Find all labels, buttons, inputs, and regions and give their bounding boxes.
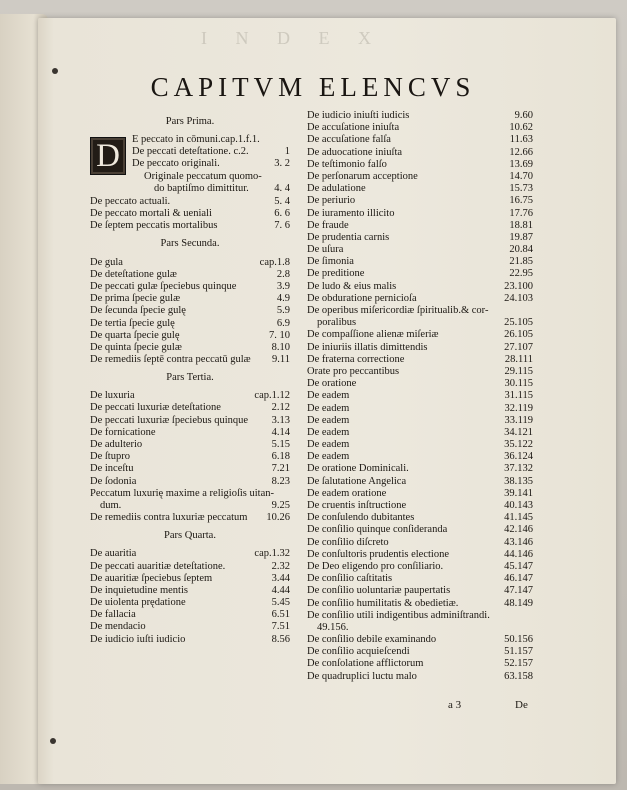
index-entry: De ſecunda ſpecie gulę 5.9	[90, 305, 290, 317]
index-entry: De ludo & eius malis 23.100	[307, 280, 533, 292]
index-entry: De conſilio caſtitatis 46.147	[307, 573, 533, 585]
index-entry: De fallacia 6.51	[90, 609, 290, 621]
index-entry: De fraterna correctione 28.111	[307, 353, 533, 365]
index-entry: De remediis contra luxuriæ peccatum 10.26	[90, 512, 290, 524]
index-entry: De inceſtu 7.21	[90, 463, 290, 475]
index-entry: De inquietudine mentis 4.44	[90, 584, 290, 596]
index-entry: De operibus miſericordiæ ſpiritualib.& cor- poralibus 25.105	[307, 305, 533, 329]
index-entry: De fornicatione 4.14	[90, 426, 290, 438]
index-entry: E peccato in cōmuni.cap.1.f.1.	[132, 134, 260, 145]
index-entry: De ſimonia 21.85	[307, 256, 533, 268]
index-entry: De conſolatione afflictorum 52.157	[307, 658, 533, 670]
index-entry: Orate pro peccantibus 29.115	[307, 365, 533, 377]
section-heading: Pars Secunda.	[160, 238, 220, 250]
index-entry: De eadem 34.121	[307, 426, 533, 438]
index-entry: De compaſſione alienæ miſeriæ 26.105	[307, 329, 533, 341]
index-entry: De luxuria cap.1.12	[90, 390, 290, 402]
index-entry: Peccatum luxurię maxime a religioſis uitan- dum. 9.25	[90, 487, 290, 511]
index-entry: De prudentia carnis 19.87	[307, 231, 533, 243]
index-entry: De ſtupro 6.18	[90, 451, 290, 463]
index-entry: De remediis ſeptē contra peccatū gulæ 9.11	[90, 354, 290, 366]
index-entry: De adulterio 5.15	[90, 439, 290, 450]
index-entry: De quinta ſpecie gulæ 8.10	[90, 341, 290, 353]
index-entry: De periurio 16.75	[307, 195, 533, 207]
binding-hole	[52, 68, 58, 74]
index-entry: De conſilio utili indigentibus adminiſtrandi. 49.156.	[307, 609, 490, 633]
index-entry: Originale peccatum quomo-	[144, 170, 262, 182]
index-entry: De deteſtatione gulæ 2.8	[90, 268, 290, 280]
index-entry: De auaritiæ ſpeciebus ſeptem 3.44	[90, 572, 290, 584]
index-entry: De uiolenta prędatione 5.45	[90, 597, 290, 609]
index-entry: De adulatione 15.73	[307, 183, 533, 195]
index-entry: De conſilio quinque conſideranda 42.146	[307, 524, 533, 536]
drop-cap-block	[90, 134, 290, 196]
index-entry: do baptiſmo dimittitur. 4. 4	[154, 182, 290, 194]
index-entry: De iudicio iuſti iudicio 8.56	[90, 633, 290, 645]
section-heading: Pars Prima.	[165, 115, 215, 127]
index-entry: De eadem 36.124	[307, 451, 533, 463]
index-entry: De iniuriis illatis dimittendis 27.107	[307, 341, 533, 353]
index-entry: De Deo eligendo pro conſiliario. 45.147	[307, 560, 533, 572]
index-entry: De conſultoris prudentis electione 44.146	[307, 548, 533, 560]
index-entry: De conſilio uoluntariæ paupertatis 47.147	[307, 585, 533, 597]
index-entry: De oratione 30.115	[307, 378, 533, 390]
index-entry: De conſilio diſcreto 43.146	[307, 536, 533, 548]
index-entry: De accuſatione iniuſta 10.62	[307, 122, 533, 134]
show-through-text: I N D E X	[201, 28, 383, 48]
index-entry: De eadem 31.115	[307, 390, 533, 402]
index-entry: De ſodonia 8.23	[90, 475, 290, 487]
index-entry: De conſilio acquieſcendi 51.157	[307, 646, 533, 658]
index-entry: De uſura 20.84	[307, 244, 533, 256]
index-entry: De quadruplici luctu malo 63.158	[307, 670, 533, 682]
index-entry: De eadem oratione 39.141	[307, 487, 533, 499]
index-entry: De peccato actuali. 5. 4	[90, 196, 290, 207]
index-entry: De ſalutatione Angelica 38.135	[307, 475, 533, 487]
index-entry: De eadem 33.119	[307, 414, 533, 426]
index-entry: De fraude 18.81	[307, 219, 533, 231]
page-title: CAPITVM ELENCVS	[150, 72, 476, 102]
index-entry: De quarta ſpecie gulę 7. 10	[90, 329, 290, 341]
index-entry: De aduocatione iniuſta 12.66	[307, 146, 533, 158]
index-entry: De iuramento illicito 17.76	[307, 207, 533, 219]
index-entry: De auaritia cap.1.32	[90, 548, 290, 560]
index-entry: De gula cap.1.8	[90, 256, 290, 268]
index-entry: De conſilio debile examinando 50.156	[307, 634, 533, 646]
index-entry: De oratione Dominicali. 37.132	[307, 463, 533, 475]
index-entry: De ſeptem peccatis mortalibus 7. 6	[90, 220, 290, 232]
signature-mark: a 3	[448, 699, 462, 711]
index-entry: De eadem 32.119	[307, 402, 533, 414]
index-entry: De mendacio 7.51	[90, 621, 290, 633]
index-entry: De accuſatione falſa 11.63	[307, 134, 533, 146]
index-entry: De peccati auaritiæ deteſtatione. 2.32	[90, 560, 290, 572]
index-entry: De prima ſpecie gulæ 4.9	[90, 293, 290, 305]
index-entry: De preditione 22.95	[307, 268, 533, 280]
index-entry: De conſulendo dubitantes 41.145	[307, 512, 533, 524]
index-entry: De teſtimonio falſo 13.69	[307, 158, 533, 170]
index-entry: De obduratione pernicioſa 24.103	[307, 292, 533, 304]
binding-hole	[50, 738, 56, 744]
left-index-column	[90, 110, 290, 646]
index-entry: De tertia ſpecie gulę 6.9	[90, 317, 290, 329]
index-entry: De peccati deteſtatione. c.2. 1	[132, 146, 290, 158]
index-entry: De peccato mortali & ueniali 6. 6	[90, 208, 290, 220]
index-entry: De cruentis inſtructione 40.143	[307, 500, 533, 512]
index-entry: De perſonarum acceptione 14.70	[307, 170, 533, 182]
section-heading: Pars Tertia.	[166, 372, 214, 384]
drop-cap-initial: D	[90, 137, 126, 175]
index-entry: De conſilio humilitatis & obedietiæ. 48.149	[307, 597, 533, 609]
index-entry: De peccati luxuriæ ſpeciebus quinque 3.13	[90, 414, 290, 426]
section-heading: Pars Quarta.	[164, 530, 216, 542]
index-entry: De eadem 35.122	[307, 439, 533, 451]
index-entry: De peccato originali. 3. 2	[132, 158, 290, 170]
index-entry: De iudicio iniuſti iudicis 9.60	[307, 110, 533, 121]
index-entry: De peccati gulæ ſpeciebus quinque 3.9	[90, 280, 290, 292]
right-index-column	[307, 110, 533, 683]
catchword: De	[515, 699, 528, 711]
index-entry: De peccati luxuriæ deteſtatione 2.12	[90, 402, 290, 414]
